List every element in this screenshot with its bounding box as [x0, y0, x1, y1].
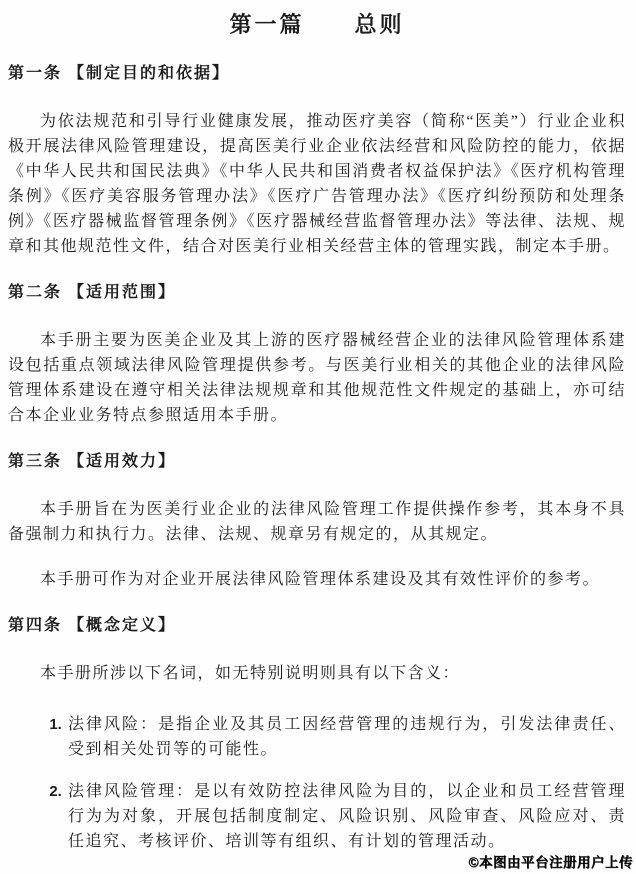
page-title: 第一篇 总则: [229, 12, 405, 37]
article-4-paragraph: 本手册所涉以下名词，如无特别说明则具有以下含义：: [40, 665, 461, 682]
article-3-paragraph-1: 本手册旨在为医美行业企业的法律风险管理工作提供操作参考，其本身不具备强制力和执行力。法律、法规、规章另有规定的，从其规定。: [8, 501, 626, 543]
article-1-paragraph: 为依法规范和引导行业健康发展，推动医疗美容（简称“医美”）行业企业积极开展法律风险管理建设，提高医美行业企业依法经营和风险防控的能力，依据《中华人民共和国民法典》《中华人民共和国消费者权益保护法》《医疗机构管理条例》《医疗美容服务管理办法》《医疗广告管理办法》《医疗纠纷预防和处理条例》《医疗器械监督管理条例》《医疗器械经营监督管理办法》等法律、法规、规章和其他规范性文件，结合对医美行业相关经营主体的管理实践，制定本手册。: [8, 113, 626, 255]
article-4-heading: 第四条 【概念定义】: [8, 617, 177, 634]
list-item-legal-risk-management: 2. 法律风险管理：是以有效防控法律风险为目的，以企业和员工经营管理行为为对象，开展包括制度制定、风险识别、风险审查、风险应对、责任追究、考核评价、培训等有组织、有计划的管理活动。: [66, 779, 626, 854]
article-1-heading: 第一条 【制定目的和依据】: [8, 65, 231, 82]
watermark: ©本图由平台注册用户上传: [468, 855, 633, 870]
article-3-paragraph-2: 本手册可作为对企业开展法律风险管理体系建设及其有效性评价的参考。: [40, 571, 601, 588]
article-2-heading: 第二条 【适用范围】: [8, 284, 177, 301]
article-3-heading: 第三条 【适用效力】: [8, 453, 177, 470]
list-item-legal-risk: 1. 法律风险：是指企业及其员工因经营管理的违规行为，引发法律责任、受到相关处罚等的可能性。: [66, 712, 626, 762]
definitions-list: [8, 712, 626, 854]
article-2-paragraph: 本手册主要为医美企业及其上游的医疗器械经营企业的法律风险管理体系建设包括重点领域法律风险管理提供参考。与医美行业相关的其他企业的法律风险管理体系建设在遵守相关法律法规规章和其他规范性文件规定的基础上，亦可结合本企业业务特点参照适用本手册。: [8, 332, 626, 424]
